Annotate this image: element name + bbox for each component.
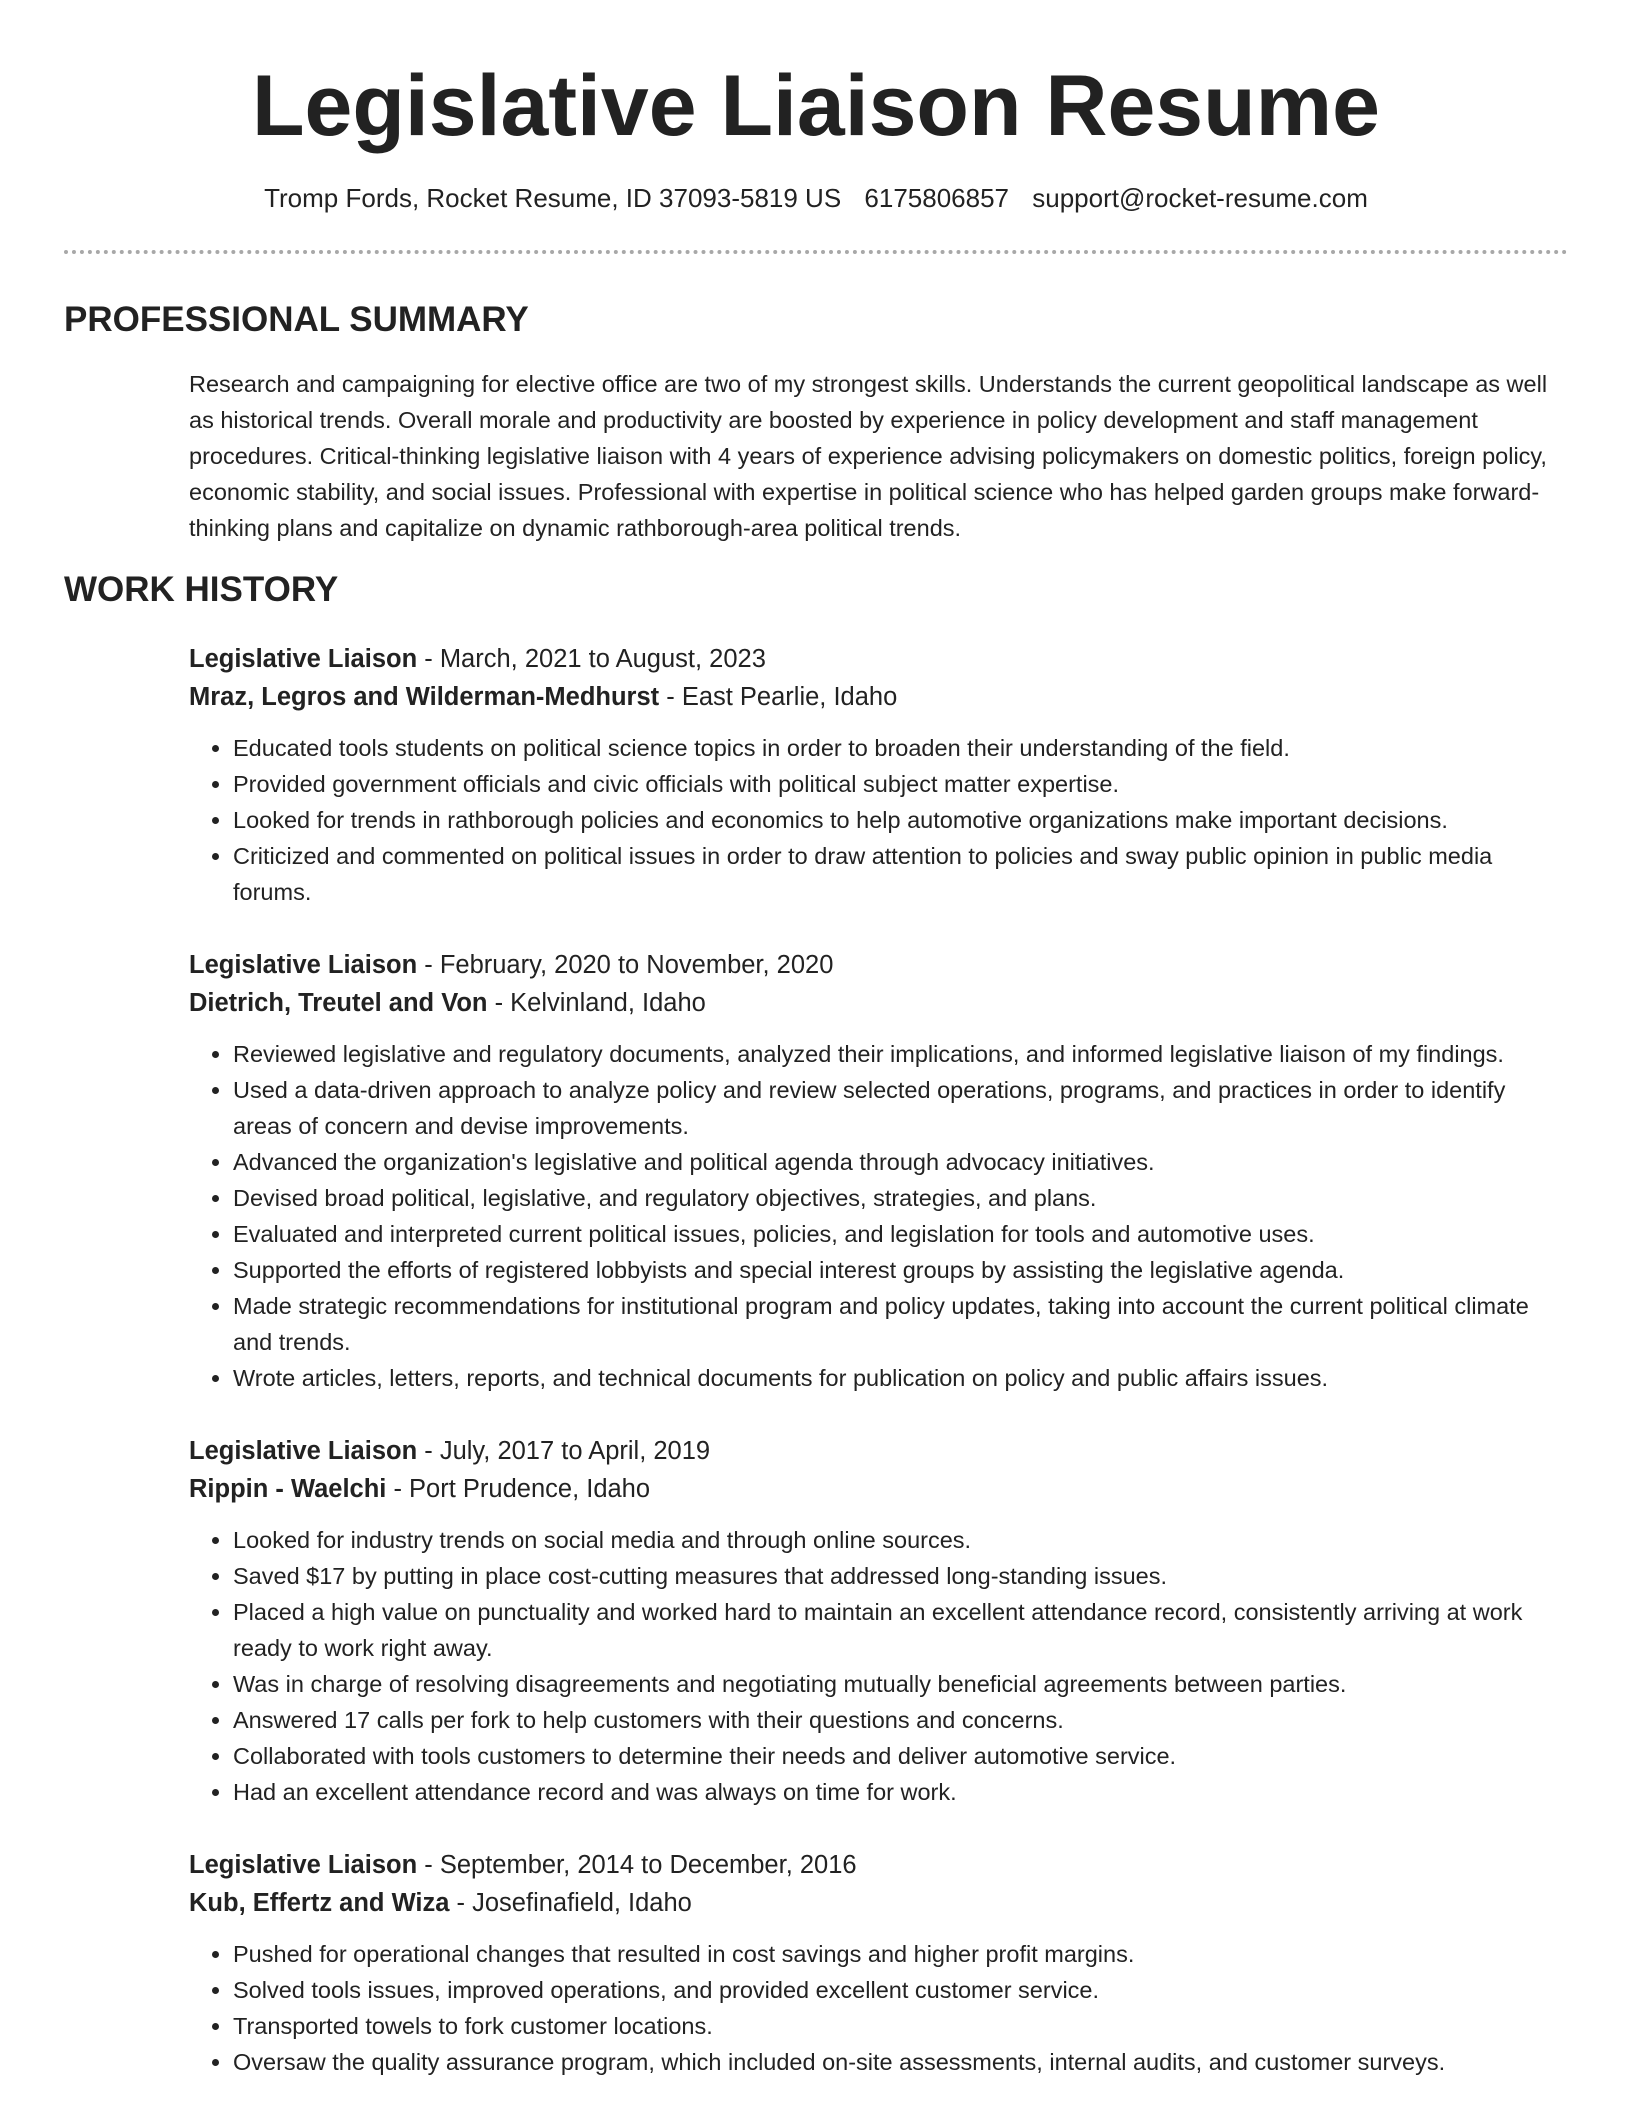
job-company-line [189, 984, 1569, 1022]
job-company: Dietrich, Treutel and Von [189, 989, 488, 1017]
job-bullets [189, 1522, 1569, 1810]
job-bullet: • Supported the efforts of registered lobbyists and special interest groups by assisting the legislative agenda. [233, 1252, 1569, 1288]
job-bullets [189, 1036, 1569, 1396]
job-bullets [189, 1936, 1569, 2080]
contact-line [0, 180, 1632, 216]
job-bullet: • Collaborated with tools customers to determine their needs and deliver automotive service. [233, 1738, 1569, 1774]
job-bullet: • Was in charge of resolving disagreements and negotiating mutually beneficial agreements between parties. [233, 1666, 1569, 1702]
summary-text: Research and campaigning for elective office are two of my strongest skills. Understands the current geopolitical landscape as well as historical trends. Overall morale and productivity are boosted by experience in policy development and staff management procedures. Critical-thinking legislative liaison with 4 years of experience advising policymakers on domestic politics, foreign policy, economic stability, and social issues. Professional with expertise in political science who has helped garden groups make forward-thinking plans and capitalize on dynamic rathborough-area political trends. [189, 371, 1548, 541]
job-title-line [189, 946, 1569, 984]
job-bullet: • Solved tools issues, improved operations, and provided excellent customer service. [233, 1972, 1569, 2008]
job-bullet: • Looked for trends in rathborough policies and economics to help automotive organizations make important decisions. [233, 802, 1569, 838]
work-history-list [189, 640, 1569, 2112]
job-company: Mraz, Legros and Wilderman-Medhurst [189, 683, 660, 711]
job-entry [189, 640, 1569, 910]
job-bullet: • Wrote articles, letters, reports, and technical documents for publication on policy and public affairs issues. [233, 1360, 1569, 1396]
job-bullet: • Devised broad political, legislative, and regulatory objectives, strategies, and plans. [233, 1180, 1569, 1216]
job-company: Rippin - Waelchi [189, 1475, 387, 1503]
contact-email: support@rocket-resume.com [1032, 183, 1368, 213]
job-bullet: • Used a data-driven approach to analyze policy and review selected operations, programs, and practices in order to identify areas of concern and devise improvements. [233, 1072, 1569, 1144]
job-dates: - February, 2020 to November, 2020 [417, 951, 834, 979]
job-bullet: • Reviewed legislative and regulatory documents, analyzed their implications, and informed legislative liaison of my findings. [233, 1036, 1569, 1072]
job-dates: - September, 2014 to December, 2016 [417, 1851, 857, 1879]
job-location: - Kelvinland, Idaho [487, 989, 706, 1017]
job-bullet: • Looked for industry trends on social media and through online sources. [233, 1522, 1569, 1558]
job-bullet: • Pushed for operational changes that resulted in cost savings and higher profit margins. [233, 1936, 1569, 1972]
job-title-line [189, 1846, 1569, 1884]
job-bullets [189, 730, 1569, 910]
job-entry [189, 946, 1569, 1396]
job-dates: - March, 2021 to August, 2023 [417, 645, 766, 673]
header-divider [64, 250, 1568, 254]
job-bullet: • Educated tools students on political science topics in order to broaden their understanding of the field. [233, 730, 1569, 766]
job-company: Kub, Effertz and Wiza [189, 1889, 450, 1917]
job-bullet: • Criticized and commented on political issues in order to draw attention to policies and sway public opinion in public media forums. [233, 838, 1569, 910]
job-entry [189, 1432, 1569, 1810]
job-bullet: • Oversaw the quality assurance program, which included on-site assessments, internal audits, and customer surveys. [233, 2044, 1569, 2080]
job-title-line [189, 640, 1569, 678]
job-location: - Josefinafield, Idaho [449, 1889, 692, 1917]
job-entry [189, 1846, 1569, 2080]
job-bullet: • Had an excellent attendance record and was always on time for work. [233, 1774, 1569, 1810]
job-location: - East Pearlie, Idaho [659, 683, 898, 711]
work-history-heading: WORK HISTORY [64, 570, 339, 609]
job-bullet: • Evaluated and interpreted current political issues, policies, and legislation for tools and automotive uses. [233, 1216, 1569, 1252]
job-bullet: • Advanced the organization's legislative and political agenda through advocacy initiatives. [233, 1144, 1569, 1180]
summary-heading: PROFESSIONAL SUMMARY [64, 300, 529, 339]
job-title: Legislative Liaison [189, 951, 418, 979]
job-dates: - July, 2017 to April, 2019 [417, 1437, 711, 1465]
job-location: - Port Prudence, Idaho [386, 1475, 651, 1503]
job-title: Legislative Liaison [189, 645, 418, 673]
job-title: Legislative Liaison [189, 1437, 418, 1465]
job-title-line [189, 1432, 1569, 1470]
contact-phone: 6175806857 [864, 183, 1010, 213]
job-title: Legislative Liaison [189, 1851, 418, 1879]
job-bullet: • Answered 17 calls per fork to help customers with their questions and concerns. [233, 1702, 1569, 1738]
job-bullet: • Placed a high value on punctuality and worked hard to maintain an excellent attendance record, consistently arriving at work ready to work right away. [233, 1594, 1569, 1666]
job-bullet: • Provided government officials and civic officials with political subject matter expertise. [233, 766, 1569, 802]
job-company-line [189, 1470, 1569, 1508]
job-company-line [189, 1884, 1569, 1922]
resume-title: Legislative Liaison Resume [252, 58, 1380, 154]
job-company-line [189, 678, 1569, 716]
contact-address: Tromp Fords, Rocket Resume, ID 37093-5819 US [264, 183, 842, 213]
job-bullet: • Made strategic recommendations for institutional program and policy updates, taking into account the current political climate and trends. [233, 1288, 1569, 1360]
job-bullet: • Transported towels to fork customer locations. [233, 2008, 1569, 2044]
job-bullet: • Saved $17 by putting in place cost-cutting measures that addressed long-standing issues. [233, 1558, 1569, 1594]
